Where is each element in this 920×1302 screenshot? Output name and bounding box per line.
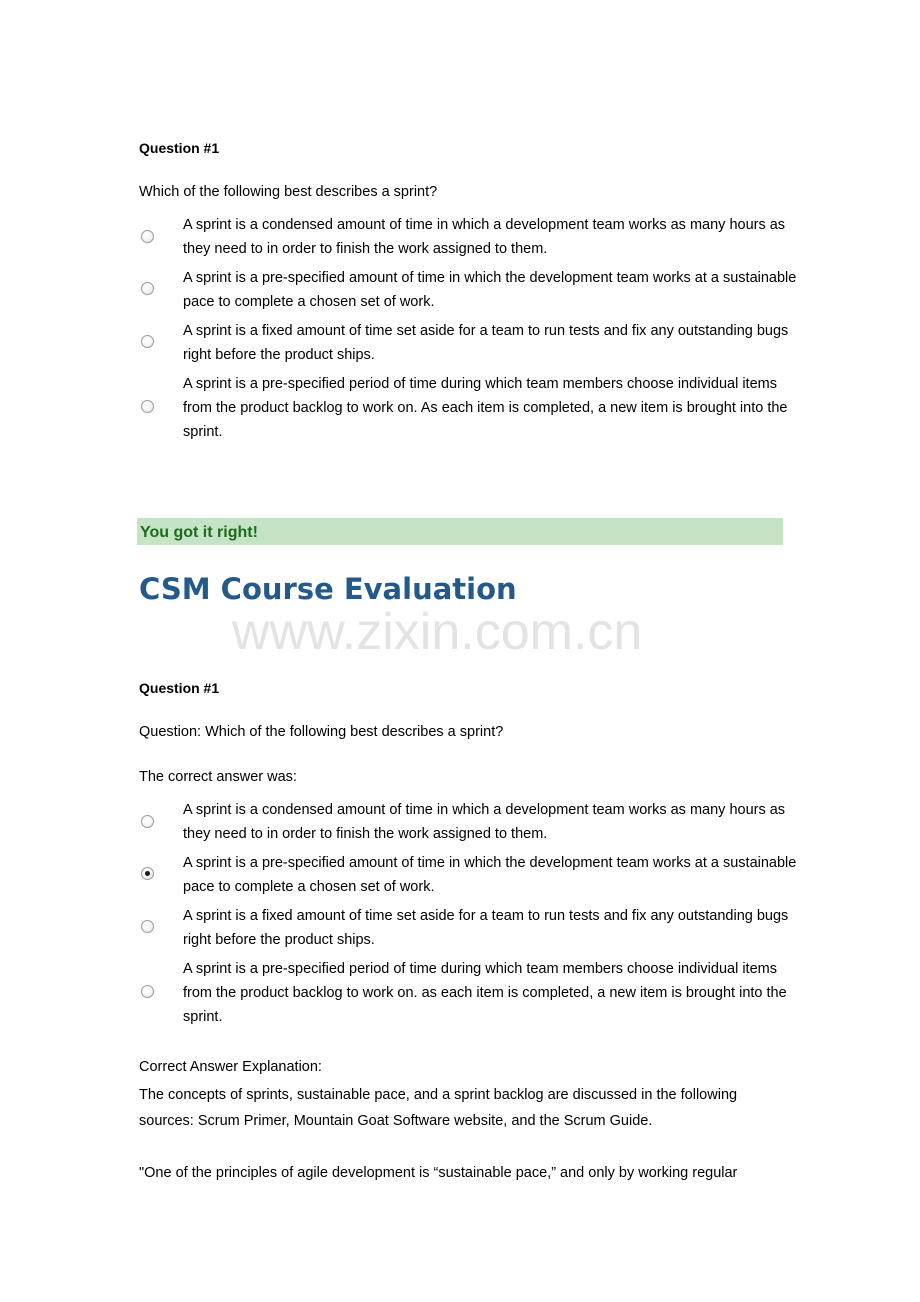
question-label: Question #1 [139,140,220,156]
option-2-text: A sprint is a pre-specified amount of time in which the development team works at a sustainable pace to complete a chosen set of work. [183,270,797,310]
radio-button-option-2[interactable] [141,282,154,295]
option-3-text: A sprint is a fixed amount of time set aside for a team to run tests and fix any outstanding bugs right before the product ships. [183,323,789,363]
radio-button-eval-option-3[interactable] [141,920,154,933]
radio-button-option-1[interactable] [141,230,154,243]
question-text: Which of the following best describes a sprint? [139,184,438,200]
eval-option-1-text: A sprint is a condensed amount of time in which a development team works as many hours as they need to in order to finish the work assigned to them. [183,802,786,842]
explanation-label: Correct Answer Explanation: [139,1059,322,1075]
option-4-text: A sprint is a pre-specified period of time during which team members choose individual items from the product backlog to work on. As each item is completed, a new item is brought into the sprint. [183,376,788,440]
correct-answer-intro: The correct answer was: [139,769,297,785]
page-title: CSM Course Evaluation [139,572,517,606]
eval-option-2-text: A sprint is a pre-specified amount of time in which the development team works at a sustainable pace to complete a chosen set of work. [183,855,797,895]
result-banner-text: You got it right! [140,524,258,541]
radio-button-option-3[interactable] [141,335,154,348]
eval-option-4-text: A sprint is a pre-specified period of time during which team members choose individual items from the product backlog to work on. as each item is completed, a new item is brought into the sprint. [183,961,787,1025]
radio-button-eval-option-2-selected[interactable] [141,867,154,880]
evaluation-question-text: Question: Which of the following best describes a sprint? [139,724,504,740]
result-banner [137,518,783,545]
watermark: www.zixin.com.cn [232,603,643,661]
evaluation-question-label: Question #1 [139,680,220,696]
eval-option-3-text: A sprint is a fixed amount of time set aside for a team to run tests and fix any outstanding bugs right before the product ships. [183,908,789,948]
radio-button-eval-option-1[interactable] [141,815,154,828]
radio-button-eval-option-4[interactable] [141,985,154,998]
explanation-text: The concepts of sprints, sustainable pace, and a sprint backlog are discussed in the following sources: Scrum Primer, Mountain Goat Software website, and the Scrum Guide. [139,1087,738,1129]
radio-button-option-4[interactable] [141,400,154,413]
quote-text: "One of the principles of agile development is “sustainable pace,” and only by working regular [139,1165,738,1181]
option-1-text: A sprint is a condensed amount of time in which a development team works as many hours as they need to in order to finish the work assigned to them. [183,217,786,257]
